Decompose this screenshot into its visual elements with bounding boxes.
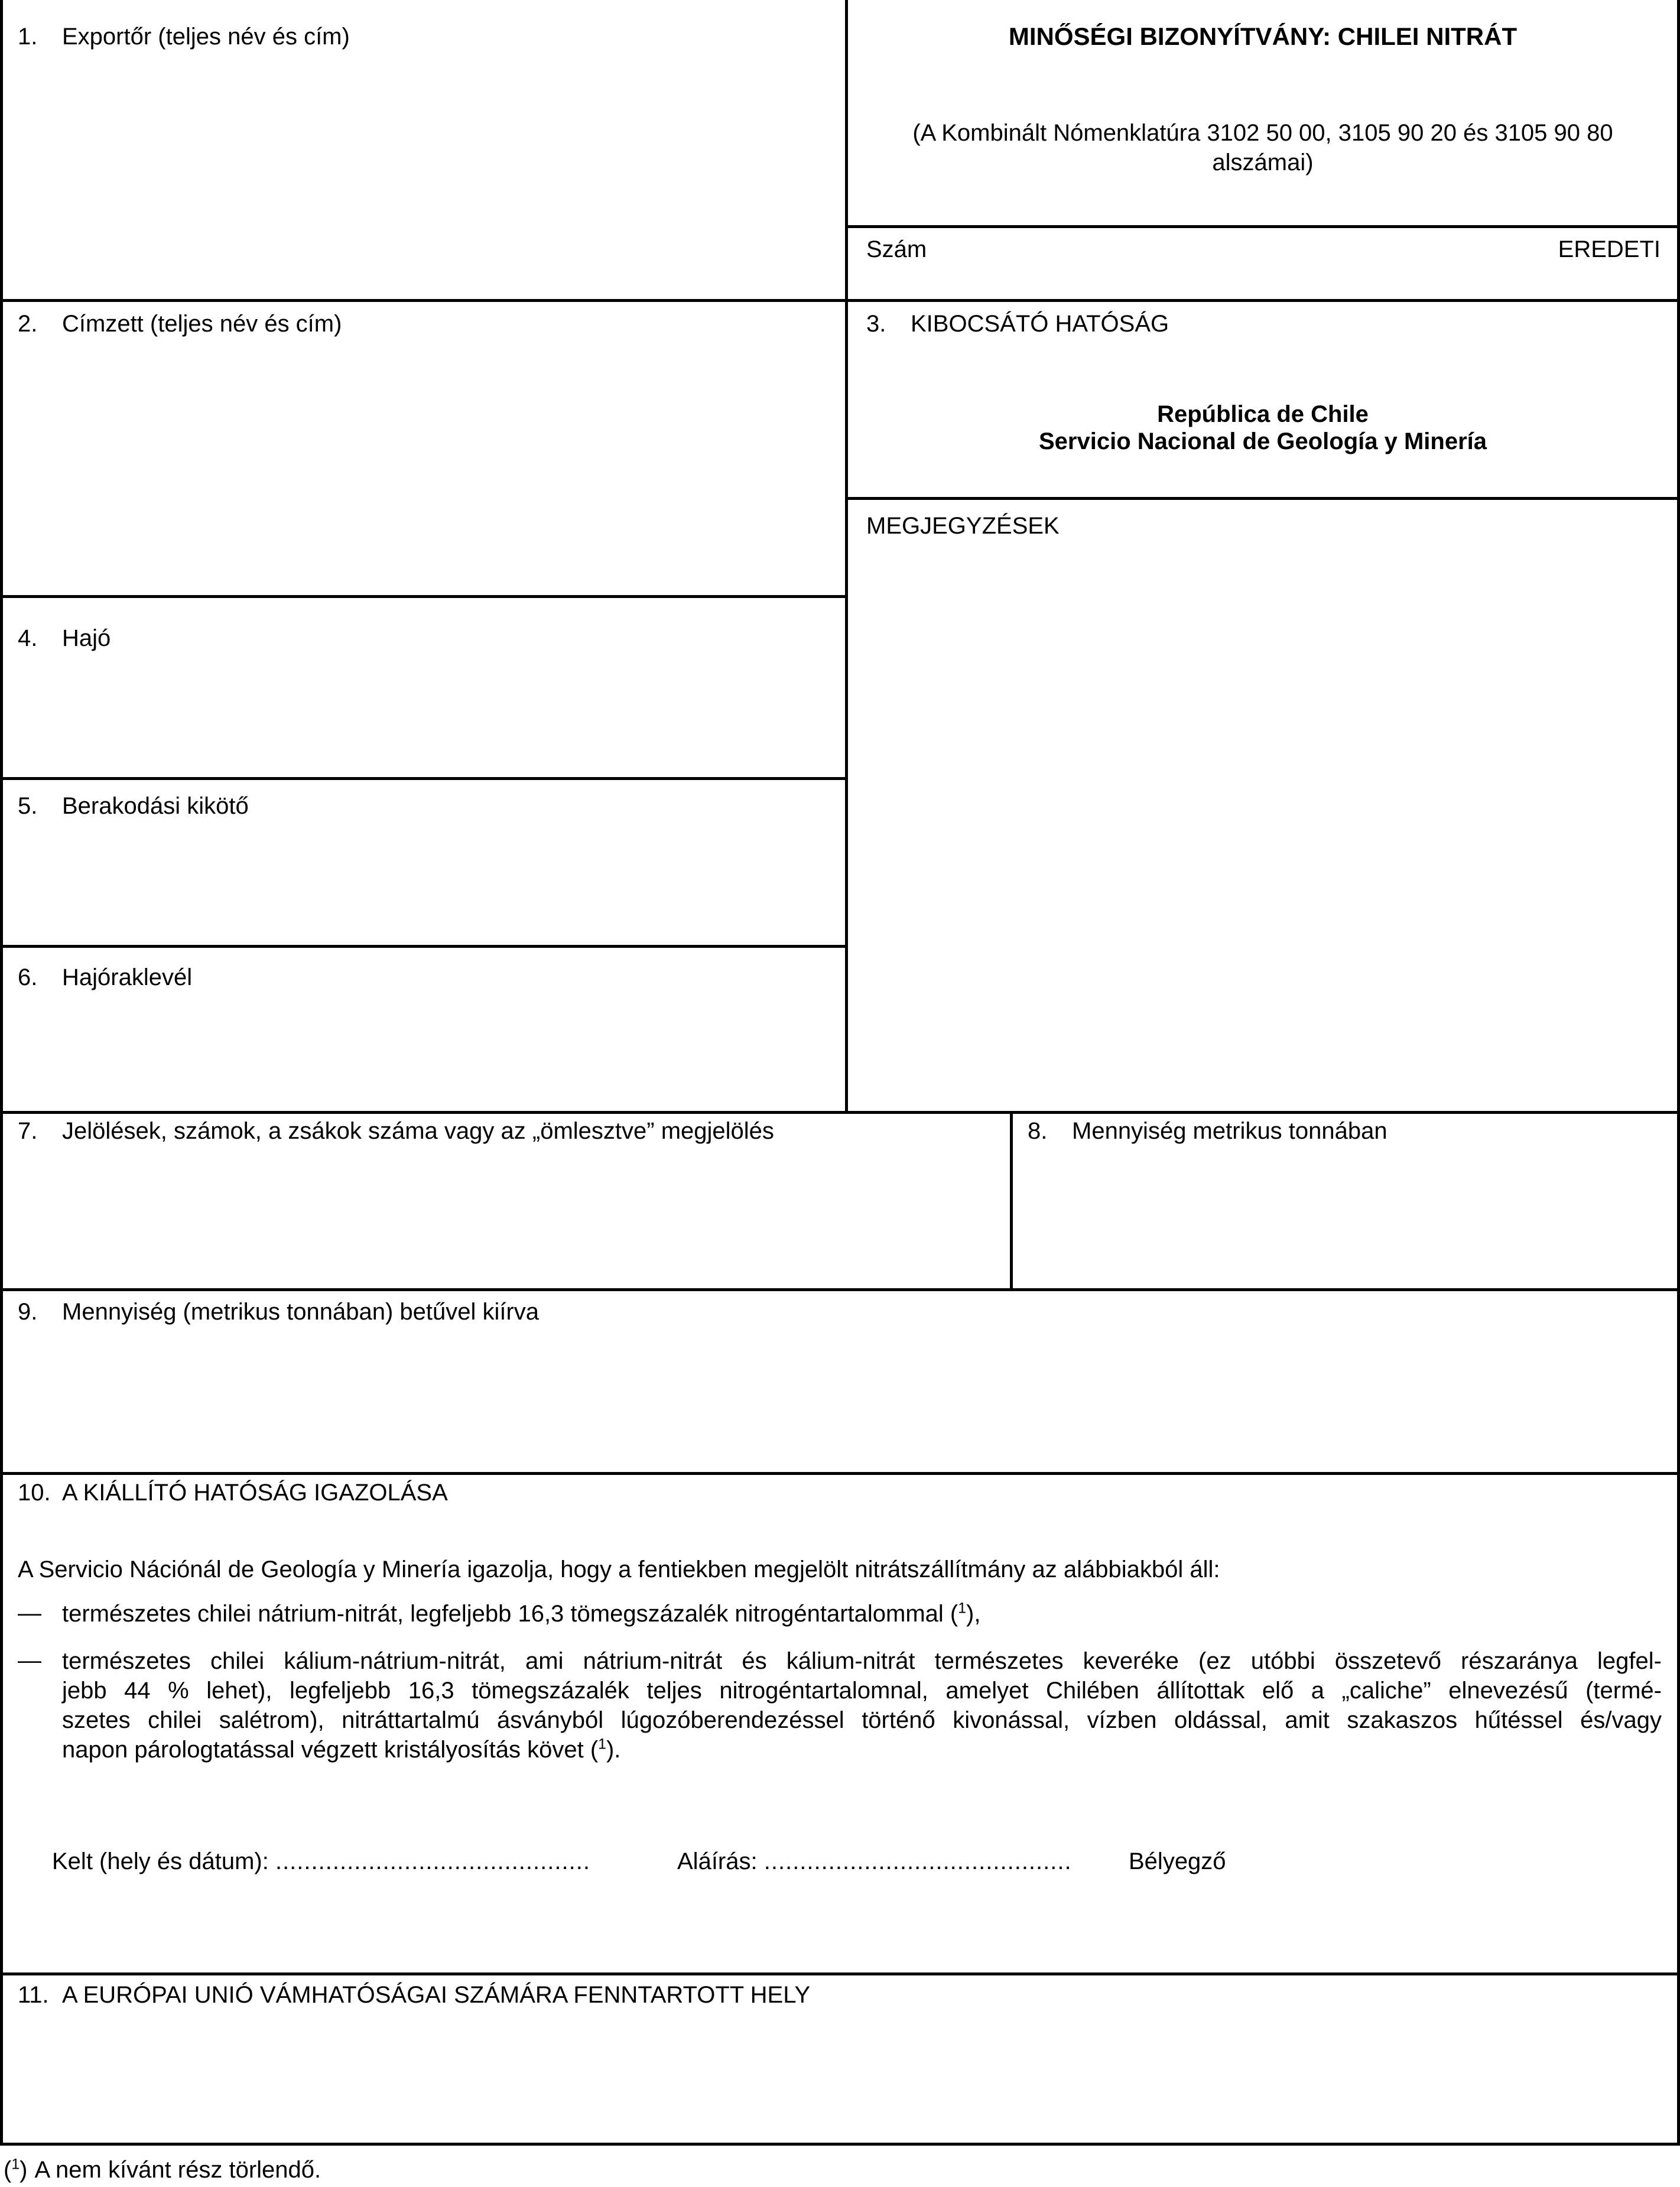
dash-bullet: — xyxy=(18,1647,41,1673)
issuing-authority-name xyxy=(849,401,1677,455)
box9-label xyxy=(18,1298,539,1326)
border-box6-bottom xyxy=(0,1111,1680,1114)
box8-label-text: Mennyiség metrikus tonnában xyxy=(1072,1118,1387,1144)
certification-item-2-line3: szetes chilei salétrom), nitráttartalmú ásványból lúgozóberendezéssel történő kivonással, vízben oldással, amit szakaszos hűtéssel és/vagy xyxy=(62,1707,1662,1733)
form-subtitle-line2: alszámai) xyxy=(1212,150,1314,176)
box8-fill-area[interactable] xyxy=(1013,1155,1675,1285)
box9-fill-area[interactable] xyxy=(3,1335,1675,1468)
certification-item-1-post: ), xyxy=(966,1601,981,1627)
box6-label-text: Hajóraklevél xyxy=(62,964,193,990)
remarks-fill-area[interactable] xyxy=(849,550,1676,1108)
box11-fill-area[interactable] xyxy=(3,2021,1675,2139)
certification-item-2-line1: természetes chilei kálium-nátrium-nitrát, ami nátrium-nitrát és kálium-nitrát természetes keveréke (ez utóbbi összetevő részaránya legfel- xyxy=(62,1648,1662,1674)
certification-item-2-line2: jebb 44 % lehet), legfeljebb 16,3 tömegszázalék teljes nitrogéntartalomnal, amelyet Chilében állítottak elő a „caliche” elnevezésű (termé- xyxy=(62,1678,1662,1704)
border-box9-bottom xyxy=(0,1472,1680,1475)
certification-item-2-line4-pre: napon párologtatással végzett kristályosítás követ ( xyxy=(62,1737,599,1763)
certification-item-2-text xyxy=(62,1646,1662,1764)
dash-bullet: — xyxy=(18,1600,41,1626)
form-subtitle xyxy=(849,118,1677,177)
date-place-block xyxy=(52,1847,590,1876)
footnote-post: ) xyxy=(20,2157,28,2183)
box5-number: 5. xyxy=(18,793,38,819)
box11-number: 11. xyxy=(18,1982,49,2008)
issuing-authority-line2: Servicio Nacional de Geología y Minería xyxy=(1038,428,1487,454)
box2-number: 2. xyxy=(18,311,38,337)
box10-label xyxy=(18,1478,448,1507)
border-row1-bottom xyxy=(0,299,1680,302)
box7-number: 7. xyxy=(18,1118,38,1144)
box5-fill-area[interactable] xyxy=(3,830,845,943)
border-box2-bottom xyxy=(0,595,848,598)
certification-item-2-line4 xyxy=(62,1735,1662,1764)
box1-label-text: Exportőr (teljes név és cím) xyxy=(62,24,350,50)
footnote xyxy=(4,2156,321,2184)
box3-label-text: KIBOCSÁTÓ HATÓSÁG xyxy=(911,311,1169,337)
border-box10-bottom xyxy=(0,1972,1680,1975)
box8-number: 8. xyxy=(1028,1118,1048,1144)
border-number-row-top xyxy=(845,225,1680,228)
box4-label-text: Hajó xyxy=(62,625,111,651)
box8-label xyxy=(1028,1117,1387,1145)
signature-block xyxy=(677,1847,1072,1876)
box11-label-text: A EURÓPAI UNIÓ VÁMHATÓSÁGAI SZÁMÁRA FENNTARTOTT HELY xyxy=(62,1982,811,2008)
border-right xyxy=(1677,0,1680,2146)
certification-intro: A Servicio Nációnál de Geología y Minería igazolja, hogy a fentiekben megjelölt nitrátszállítmány az alábbiakból áll: xyxy=(18,1556,1220,1582)
number-fill-area[interactable] xyxy=(934,233,1465,269)
footnote-pre: ( xyxy=(4,2157,12,2183)
box11-label xyxy=(18,1981,810,2009)
footnote-reference: 1 xyxy=(958,1600,967,1617)
remarks-label: MEGJEGYZÉSEK xyxy=(866,513,1060,539)
box6-number: 6. xyxy=(18,964,38,990)
box9-number: 9. xyxy=(18,1299,38,1325)
border-box3-bottom xyxy=(845,497,1680,500)
border-box4-bottom xyxy=(0,777,848,780)
box1-fill-area[interactable] xyxy=(3,56,845,295)
border-box11-bottom xyxy=(0,2143,1680,2146)
box9-label-text: Mennyiség (metrikus tonnában) betűvel kiírva xyxy=(62,1299,540,1325)
box2-label xyxy=(18,310,342,338)
box1-number: 1. xyxy=(18,24,38,50)
box2-fill-area[interactable] xyxy=(3,349,845,591)
footnote-text: A nem kívánt rész törlendő. xyxy=(34,2157,321,2183)
box6-fill-area[interactable] xyxy=(3,1002,845,1108)
original-marking: EREDETI xyxy=(1558,236,1660,262)
certification-item-1-pre: természetes chilei nátrium-nitrát, legfeljebb 16,3 tömegszázalék nitrogéntartalommal ( xyxy=(62,1601,958,1627)
box4-number: 4. xyxy=(18,625,38,651)
box7-fill-area[interactable] xyxy=(3,1155,1008,1285)
box5-label xyxy=(18,792,249,820)
issuing-authority-line1: República de Chile xyxy=(1157,401,1369,427)
stamp-label: Bélyegző xyxy=(1129,1848,1226,1874)
date-place-label: Kelt (hely és dátum): xyxy=(52,1848,269,1874)
form-subtitle-line1: (A Kombinált Nómenklatúra 3102 50 00, 3105 90 20 és 3105 90 80 xyxy=(912,120,1613,146)
form-title: MINŐSÉGI BIZONYÍTVÁNY: CHILEI NITRÁT xyxy=(1008,22,1517,50)
box7-label-text: Jelölések, számok, a zsákok száma vagy az „ömlesztve” megjelölés xyxy=(62,1118,774,1144)
certification-item-1-text xyxy=(62,1599,1662,1629)
signature-label: Aláírás: xyxy=(677,1848,758,1874)
number-field-label: Szám xyxy=(866,236,927,262)
box2-label-text: Címzett (teljes név és cím) xyxy=(62,311,342,337)
box7-label xyxy=(18,1117,774,1145)
box1-label xyxy=(18,22,350,51)
box10-number: 10. xyxy=(18,1480,51,1506)
border-box5-bottom xyxy=(0,945,848,948)
certification-item-2 xyxy=(18,1646,1662,1764)
signature-fill-line[interactable]: ........................................... xyxy=(763,1848,1072,1874)
box4-label xyxy=(18,624,111,652)
box3-number: 3. xyxy=(866,311,886,337)
date-fill-line[interactable]: ............................................ xyxy=(275,1848,590,1874)
footnote-reference: 1 xyxy=(11,2156,20,2173)
footnote-reference: 1 xyxy=(598,1736,606,1753)
box10-label-text: A KIÁLLÍTÓ HATÓSÁG IGAZOLÁSA xyxy=(62,1480,448,1506)
certification-item-1 xyxy=(18,1599,1662,1629)
border-box7-bottom xyxy=(0,1288,1680,1291)
certification-item-2-line4-post: ). xyxy=(606,1737,621,1763)
box5-label-text: Berakodási kikötő xyxy=(62,793,249,819)
box6-label xyxy=(18,963,192,992)
box4-fill-area[interactable] xyxy=(3,662,845,774)
box3-label xyxy=(866,310,1169,338)
